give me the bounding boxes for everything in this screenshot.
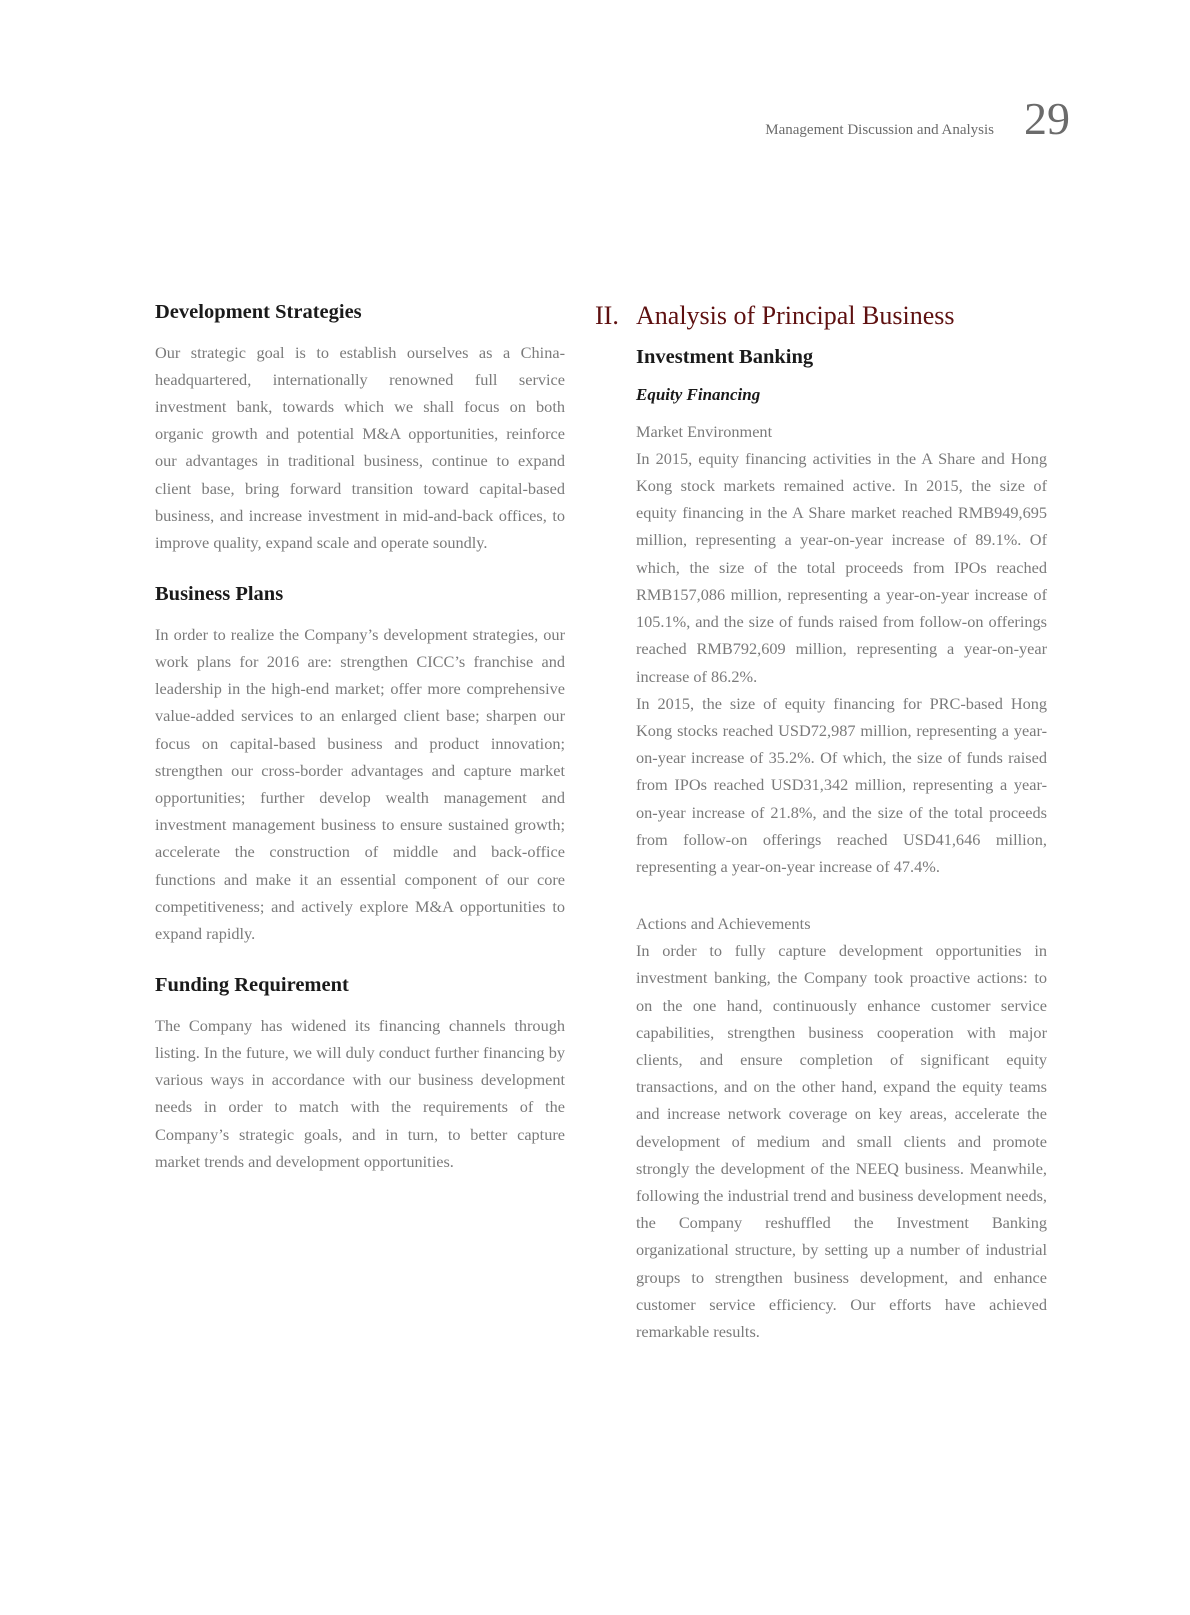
section-title xyxy=(595,300,1047,331)
right-column xyxy=(595,300,1047,1345)
funding-requirement-heading: Funding Requirement xyxy=(155,974,349,997)
section-number: II. xyxy=(595,301,619,330)
funding-requirement-body: The Company has widened its financing channels through listing. In the future, we will duly conduct further financing by various ways in accordance with our business development needs in order to match with the requirements of the Company’s strategic goals, and in turn, to better capture market trends and development opportunities. xyxy=(155,1015,565,1171)
funding-requirement-section xyxy=(155,973,565,1175)
market-environment-paragraph-2: In 2015, the size of equity financing for PRC-based Hong Kong stocks reached USD72,987 million, representing a year-on-year increase of 35.2%. Of which, the size of funds raised from IPOs reached USD31,342 million, representing a year-on-year increase of 21.8%, and the size of the total proceeds from follow-on offerings reached USD41,646 million, representing a year-on-year increase of 47.4%. xyxy=(636,693,1047,876)
investment-banking-heading: Investment Banking xyxy=(636,346,814,369)
running-header xyxy=(765,93,1070,144)
business-plans-heading: Business Plans xyxy=(155,583,284,606)
section-title-text: Analysis of Principal Business xyxy=(636,301,955,330)
market-environment-heading: Market Environment xyxy=(636,421,773,441)
running-title: Management Discussion and Analysis xyxy=(765,122,994,138)
actions-achievements-heading: Actions and Achievements xyxy=(636,914,811,934)
business-plans-section xyxy=(155,582,565,947)
left-column xyxy=(155,300,565,1175)
development-strategies-body: Our strategic goal is to establish ourselves as a China-headquartered, internationally renowned full service investment bank, towards which we shall focus on both organic growth and potential M&A opportunities, reinforce our advantages in traditional business, continue to expand client base, bring forward transition toward capital-based business, and increase investment in mid-and-back offices, to improve quality, expand scale and operate soundly. xyxy=(155,342,565,553)
equity-financing-heading: Equity Financing xyxy=(636,384,761,404)
development-strategies-heading: Development Strategies xyxy=(155,301,362,323)
page-number: 29 xyxy=(1024,93,1070,144)
business-plans-body: In order to realize the Company’s development strategies, our work plans for 2016 are: strengthen CICC’s franchise and leadership in the high-end market; offer more comprehensive value-added services to an enlarged client base; sharpen our focus on capital-based business and product innovation; strengthen our cross-border advantages and capture market opportunities; further develop wealth management and investment management business to ensure sustained growth; accelerate the construction of middle and back-office functions and make it an essential component of our core competitiveness; and actively explore M&A opportunities to expand rapidly. xyxy=(155,624,565,944)
market-environment-paragraph-1: In 2015, equity financing activities in the A Share and Hong Kong stock markets remained active. In 2015, the size of equity financing in the A Share market reached RMB949,695 million, representing a year-on-year increase of 89.1%. Of which, the size of the total proceeds from IPOs reached RMB157,086 million, representing a year-on-year increase of 105.1%, and the size of funds raised from follow-on offerings reached RMB792,609 million, representing a year-on-year increase of 86.2%. xyxy=(636,448,1047,686)
development-strategies-section xyxy=(155,300,565,556)
right-column-content xyxy=(636,345,1047,1345)
actions-achievements-body: In order to fully capture development opportunities in investment banking, the Company took proactive actions: to on the one hand, continuously enhance customer service capabilities, strengthen business cooperation with major clients, and ensure completion of significant equity transactions, and on the other hand, expand the equity teams and increase network coverage on key areas, accelerate the development of medium and small clients and promote strongly the development of the NEEQ business. Meanwhile, following the industrial trend and business development needs, the Company reshuffled the Investment Banking organizational structure, by setting up a number of industrial groups to strengthen business development, and enhance customer service efficiency. Our efforts have achieved remarkable results. xyxy=(636,941,1047,1341)
